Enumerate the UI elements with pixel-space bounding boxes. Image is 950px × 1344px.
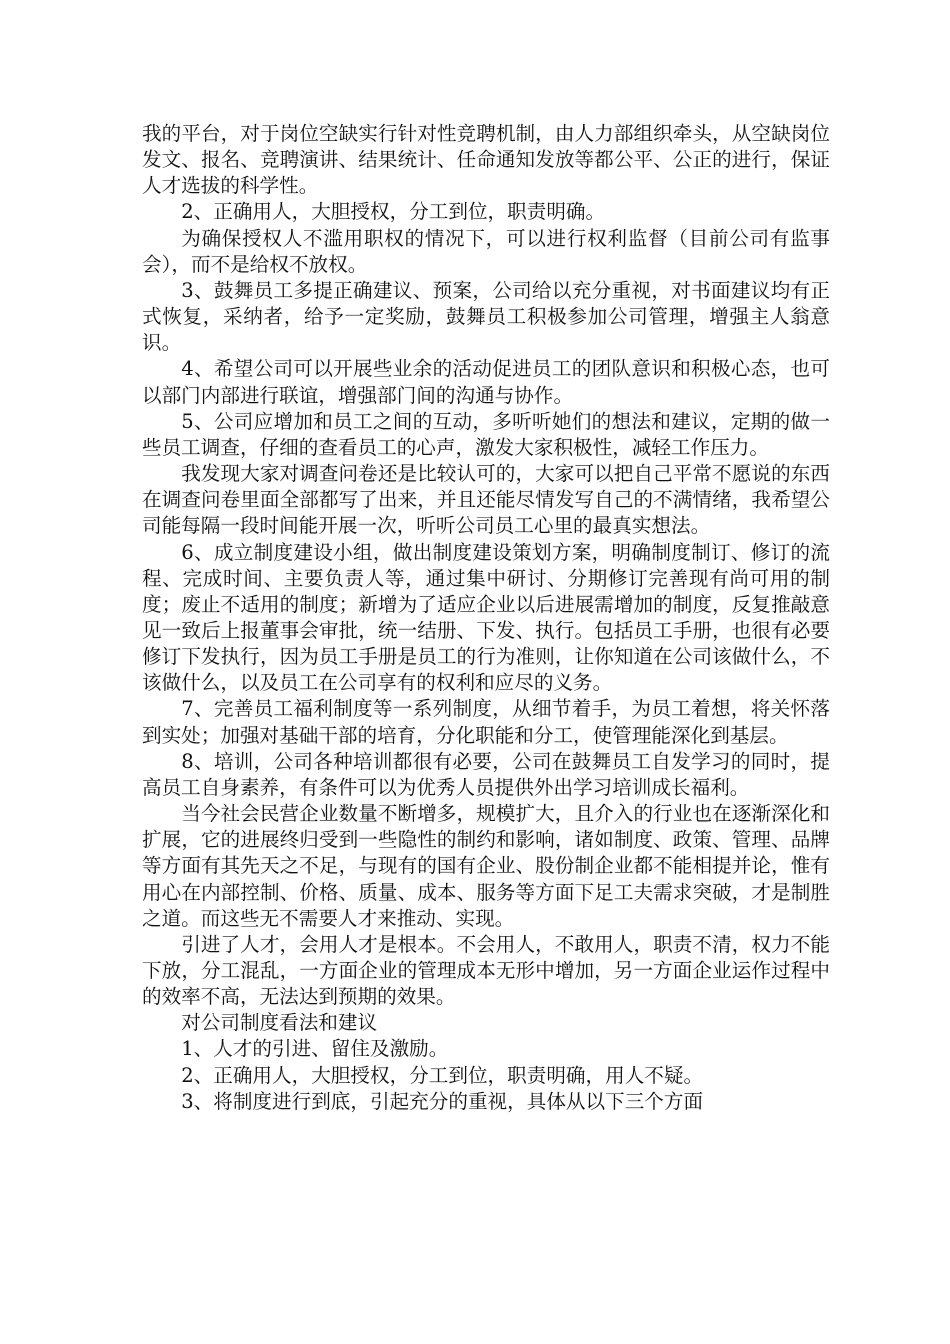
paragraph-survey: 我发现大家对调查问卷还是比较认可的，大家可以把自己平常不愿说的东西在调查问卷里面全部都写了出来，并且还能尽情发写自己的不满情绪，我希望公司能每隔一段时间能开展一次，听听公司员工心里的最真实想法。 xyxy=(142,462,830,538)
paragraph-item-7-welfare: 7、完善员工福利制度等一系列制度，从细节着手，为员工着想，将关怀落到实处；加强对基础干部的培育，分化职能和分工，使管理能深化到基层。 xyxy=(142,697,830,747)
list-item-3-enforce: 3、将制度进行到底，引起充分的重视，具体从以下三个方面 xyxy=(181,1089,704,1113)
section-heading-system-views: 对公司制度看法和建议 xyxy=(181,1011,378,1035)
paragraph-item-2-authorize: 2、正确用人，大胆授权，分工到位，职责明确。 xyxy=(181,200,606,224)
paragraph-talent-platform: 我的平台，对于岗位空缺实行针对性竞聘机制，由人力部组织牵头，从空缺岗位发文、报名、竞聘演讲、结果统计、任命通知发放等都公平、公正的进行，保证人才选拔的科学性。 xyxy=(142,122,830,198)
paragraph-item-8-training: 8、培训，公司各种培训都很有必要，公司在鼓舞员工自发学习的同时，提高员工自身素养，有条件可以为优秀人员提供外出学习培训成长福利。 xyxy=(142,749,830,799)
paragraph-item-4-activities: 4、希望公司可以开展些业余的活动促进员工的团队意识和积极心态，也可以部门内部进行联谊，增强部门间的沟通与协作。 xyxy=(142,357,830,407)
list-item-1-talent: 1、人才的引进、留住及激励。 xyxy=(181,1037,449,1061)
paragraph-item-5-interaction: 5、公司应增加和员工之间的互动，多听听她们的想法和建议，定期的做一些员工调查，仔细的查看员工的心声，激发大家积极性，减轻工作压力。 xyxy=(142,409,830,459)
paragraph-supervision: 为确保授权人不滥用职权的情况下，可以进行权利监督（目前公司有监事会），而不是给权不放权。 xyxy=(142,226,830,276)
paragraph-private-enterprise: 当今社会民营企业数量不断增多，规模扩大，且介入的行业也在逐渐深化和扩展，它的进展终归受到一些隐性的制约和影响，诸如制度、政策、管理、品牌等方面有其先天之不足，与现有的国有企业、股份制企业都不能相提并论，惟有用心在内部控制、价格、质量、成本、服务等方面下足工夫需求突破，才是制胜之道。而这些无不需要人才来推动、实现。 xyxy=(142,802,830,930)
paragraph-item-6-system-group: 6、成立制度建设小组，做出制度建设策划方案，明确制度制订、修订的流程、完成时间、主要负责人等，通过集中研讨、分期修订完善现有尚可用的制度；废止不适用的制度；新增为了适应企业以后进展需增加的制度，反复推敲意见一致后上报董事会审批，统一结册、下发、执行。包括员工手册，也很有必要修订下发执行，因为员工手册是员工的行为准则，让你知道在公司该做什么，不该做什么，以及员工在公司享有的权利和应尽的义务。 xyxy=(142,540,830,695)
paragraph-use-talent: 引进了人才，会用人才是根本。不会用人，不敢用人，职责不清，权力不能下放，分工混乱，一方面企业的管理成本无形中增加，另一方面企业运作过程中的效率不高，无法达到预期的效果。 xyxy=(142,932,830,1009)
list-item-2-trust: 2、正确用人，大胆授权，分工到位，职责明确，用人不疑。 xyxy=(181,1063,704,1087)
paragraph-item-3-suggestions: 3、鼓舞员工多提正确建议、预案，公司给以充分重视，对书面建议均有正式恢复，采纳者，给予一定奖励，鼓舞员工积极参加公司管理，增强主人翁意识。 xyxy=(142,278,830,355)
document-body xyxy=(142,121,830,1115)
